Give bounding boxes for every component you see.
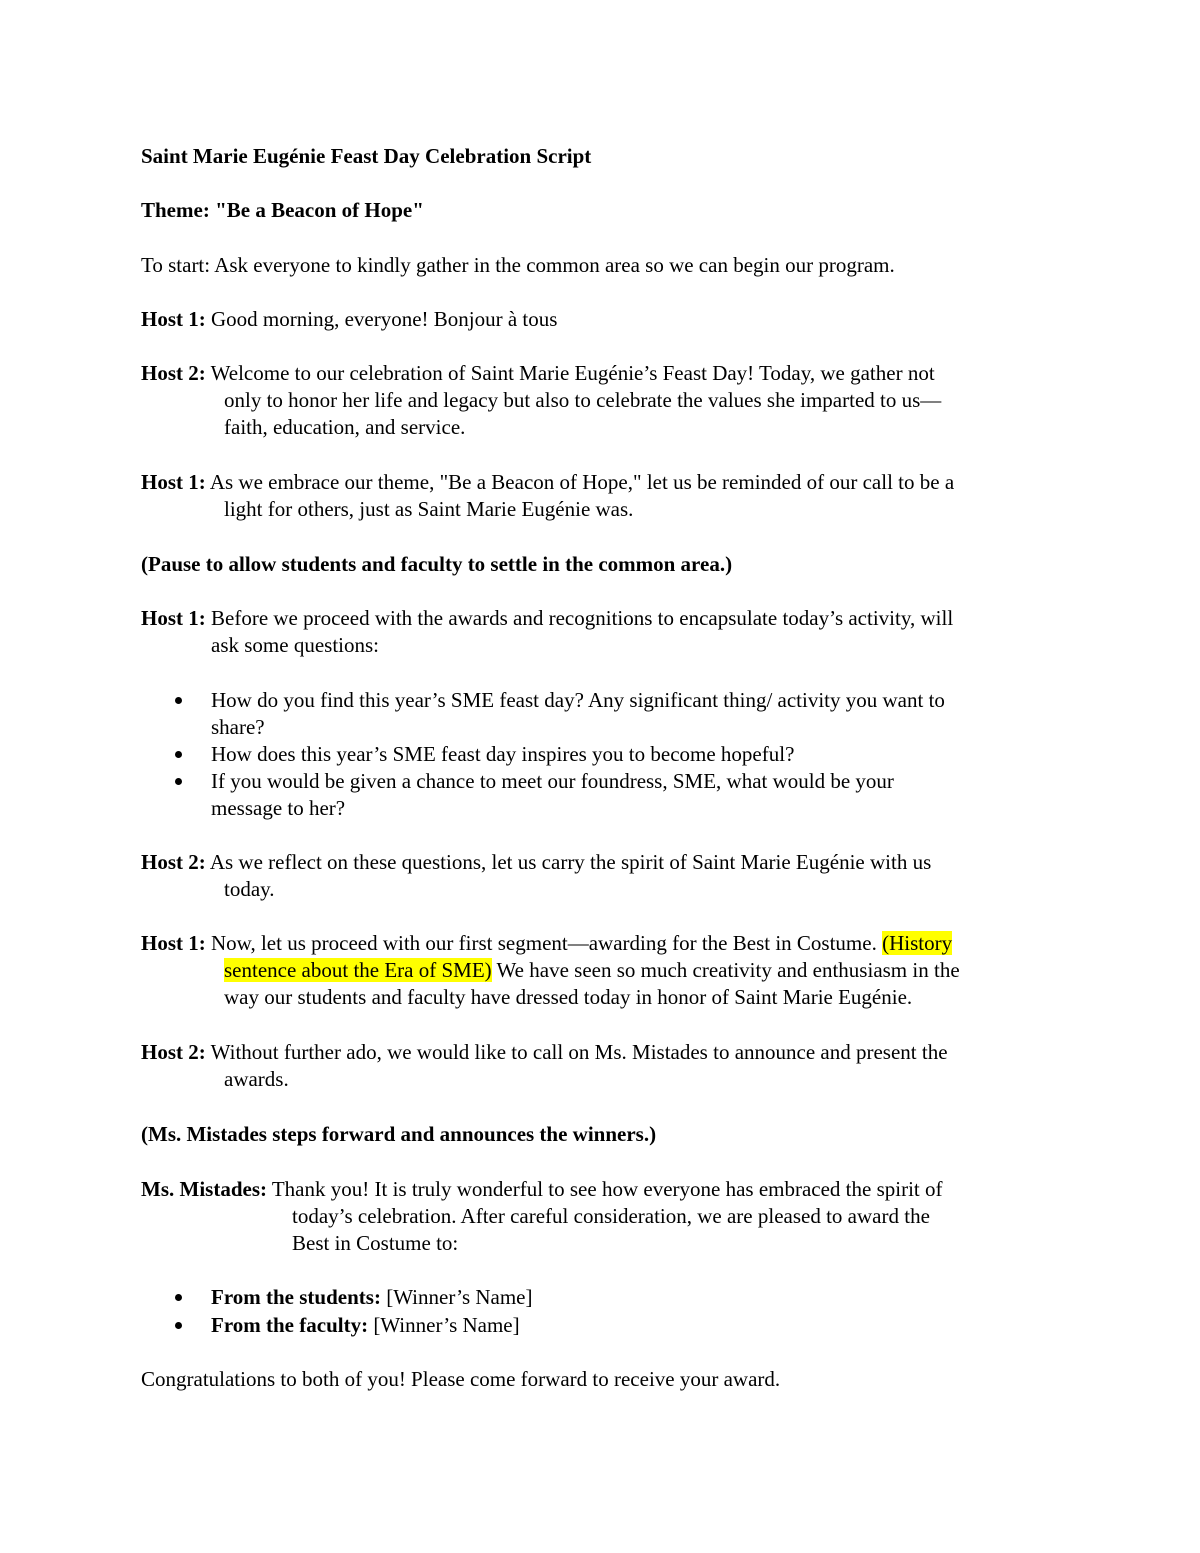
pause-note: (Pause to allow students and faculty to settle in the common area.) [141, 552, 733, 576]
speaker-label: Host 2: [141, 1040, 206, 1064]
bullet-icon [175, 697, 187, 705]
dialogue-text: We have seen so much creativity and enthusiasm in the [496, 958, 960, 982]
winner-label: From the students: [211, 1285, 381, 1309]
host1-questions-intro [141, 605, 953, 632]
speaker-label: Host 1: [141, 307, 206, 331]
host1-segment [141, 930, 952, 957]
bullet-icon [175, 778, 187, 786]
closing-line: Congratulations to both of you! Please come forward to receive your award. [141, 1367, 781, 1391]
bullet-icon [175, 1294, 187, 1302]
dialogue-text: way our students and faculty have dressed today in honor of Saint Marie Eugénie. [224, 985, 913, 1009]
highlighted-placeholder: sentence about the Era of SME) [224, 958, 492, 982]
dialogue-text: Good morning, everyone! Bonjour à tous [211, 307, 558, 331]
host2-reflect [141, 849, 931, 876]
dialogue-text: today. [224, 877, 275, 901]
question-item: message to her? [211, 796, 346, 820]
dialogue-text: light for others, just as Saint Marie Eugénie was. [224, 497, 634, 521]
dialogue-text: Before we proceed with the awards and recognitions to encapsulate today’s activity, will [211, 606, 954, 630]
dialogue-text: only to honor her life and legacy but also to celebrate the values she imparted to us— [224, 388, 942, 412]
question-item: How does this year’s SME feast day inspires you to become hopeful? [211, 742, 795, 766]
host2-call [141, 1039, 948, 1066]
winner-item [211, 1312, 520, 1339]
speaker-label: Ms. Mistades: [141, 1177, 267, 1201]
speaker-label: Host 1: [141, 606, 206, 630]
speaker-label: Host 1: [141, 470, 206, 494]
winner-value: [Winner’s Name] [386, 1285, 533, 1309]
winner-label: From the faculty: [211, 1313, 369, 1337]
dialogue-text: Thank you! It is truly wonderful to see how everyone has embraced the spirit of [271, 1177, 943, 1201]
dialogue-text: Now, let us proceed with our first segment—awarding for the Best in Costume. [211, 931, 877, 955]
theme-line [141, 197, 424, 224]
question-item: How do you find this year’s SME feast day? Any significant thing/ activity you want to [211, 688, 945, 712]
theme-label: Theme: [141, 198, 210, 222]
host2-welcome [141, 360, 935, 387]
bullet-icon [175, 1322, 187, 1330]
document-title: Saint Marie Eugénie Feast Day Celebration Script [141, 144, 592, 168]
speaker-label: Host 1: [141, 931, 206, 955]
dialogue-line [224, 957, 960, 984]
dialogue-text: Without further ado, we would like to call on Ms. Mistades to announce and present the [210, 1040, 948, 1064]
question-item: If you would be given a chance to meet our foundress, SME, what would be your [211, 769, 894, 793]
speaker-label: Host 2: [141, 850, 206, 874]
dialogue-text: Best in Costume to: [292, 1231, 459, 1255]
dialogue-text: ask some questions: [211, 633, 379, 657]
dialogue-text: As we embrace our theme, "Be a Beacon of Hope," let us be reminded of our call to be a [209, 470, 955, 494]
dialogue-text: As we reflect on these questions, let us carry the spirit of Saint Marie Eugénie with us [209, 850, 932, 874]
highlighted-placeholder: (History [882, 931, 953, 955]
host1-greeting [141, 306, 557, 333]
dialogue-text: faith, education, and service. [224, 415, 466, 439]
dialogue-text: awards. [224, 1067, 289, 1091]
dialogue-text: today’s celebration. After careful consideration, we are pleased to award the [292, 1204, 930, 1228]
bullet-icon [175, 751, 187, 759]
host1-theme [141, 469, 954, 496]
speaker-label: Host 2: [141, 361, 206, 385]
winner-value: [Winner’s Name] [373, 1313, 520, 1337]
start-instruction: To start: Ask everyone to kindly gather in the common area so we can begin our program. [141, 253, 895, 277]
question-item: share? [211, 715, 265, 739]
mistades-speech [141, 1176, 943, 1203]
mistades-note: (Ms. Mistades steps forward and announces the winners.) [141, 1122, 657, 1146]
winner-item [211, 1284, 533, 1311]
dialogue-text: Welcome to our celebration of Saint Marie Eugénie’s Feast Day! Today, we gather not [210, 361, 935, 385]
theme-text: "Be a Beacon of Hope" [215, 198, 424, 222]
